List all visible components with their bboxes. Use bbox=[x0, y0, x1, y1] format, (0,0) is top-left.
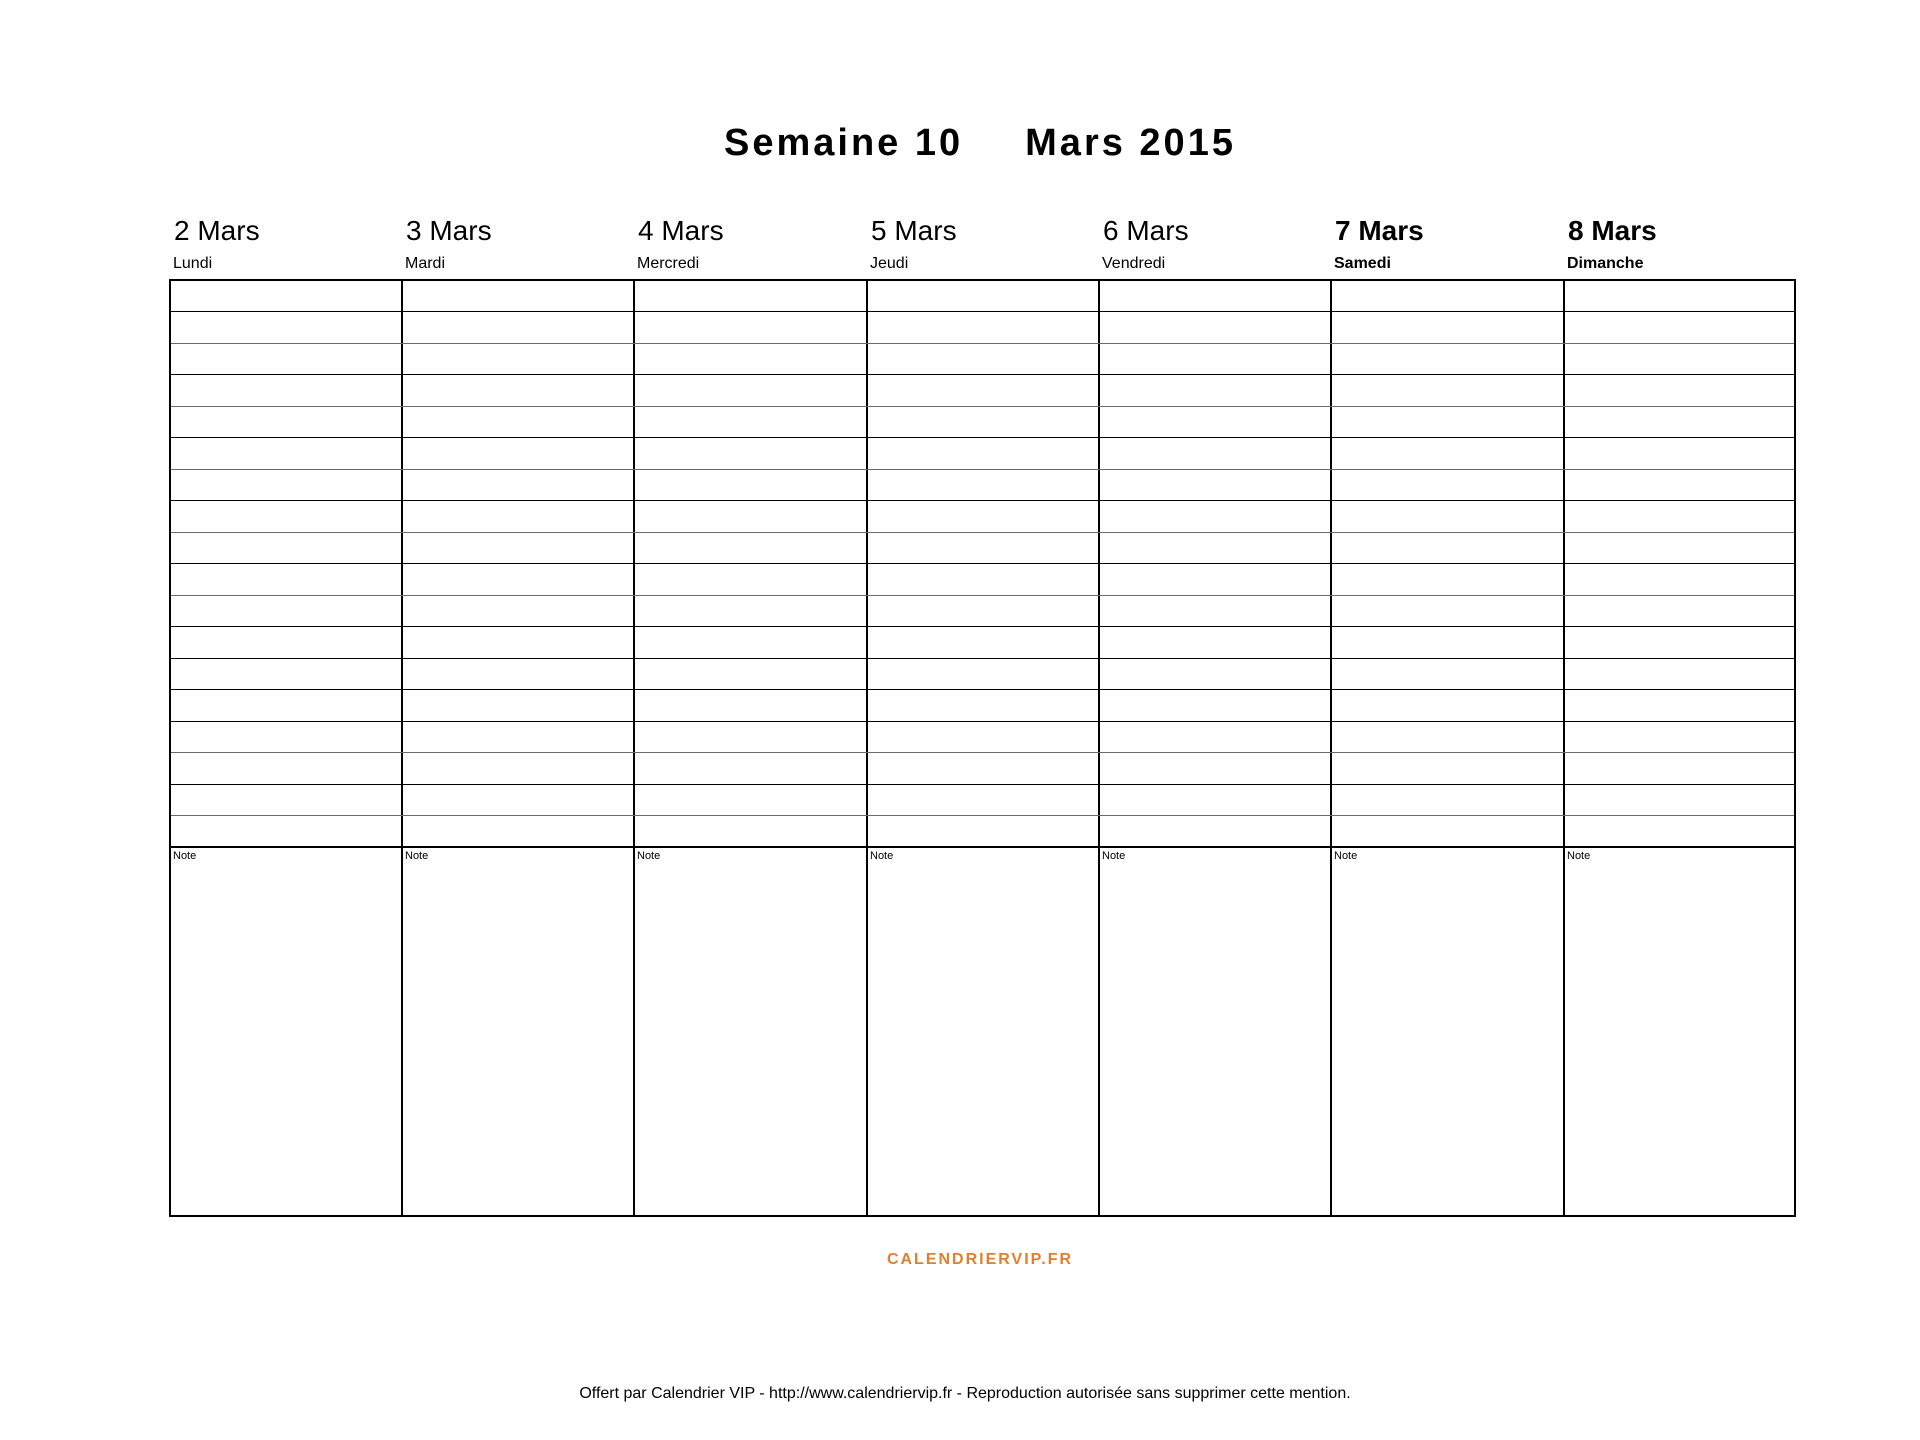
note-label: Note bbox=[1102, 850, 1126, 862]
row-line bbox=[171, 500, 1794, 501]
day-date: 5 Mars bbox=[871, 215, 957, 246]
row-line bbox=[171, 563, 1794, 564]
day-name: Samedi bbox=[1334, 255, 1391, 272]
day-header-mercredi bbox=[633, 214, 865, 274]
row-line bbox=[171, 406, 1794, 407]
day-date: 4 Mars bbox=[638, 215, 724, 246]
row-line bbox=[171, 752, 1794, 753]
row-line bbox=[171, 689, 1794, 690]
day-date: 2 Mars bbox=[174, 215, 260, 246]
row-line bbox=[171, 469, 1794, 470]
note-label: Note bbox=[173, 850, 197, 862]
day-name: Lundi bbox=[173, 255, 213, 272]
month-label: Mars 2015 bbox=[1025, 122, 1236, 164]
day-name: Vendredi bbox=[1102, 255, 1166, 272]
day-name: Mercredi bbox=[637, 255, 700, 272]
day-date: 6 Mars bbox=[1103, 215, 1189, 246]
day-name: Mardi bbox=[405, 255, 446, 272]
note-label: Note bbox=[1567, 850, 1591, 862]
day-header-lundi bbox=[169, 214, 401, 274]
column-divider bbox=[866, 281, 868, 1215]
day-header-mardi bbox=[401, 214, 633, 274]
column-divider bbox=[1098, 281, 1100, 1215]
day-header-vendredi bbox=[1098, 214, 1330, 274]
row-line bbox=[171, 311, 1794, 312]
row-line bbox=[171, 374, 1794, 375]
row-line bbox=[171, 626, 1794, 627]
footer-text: Offert par Calendrier VIP - http://www.calendriervip.fr - Reproduction autorisée sans supprimer cette mention. bbox=[579, 1385, 1351, 1402]
day-name: Dimanche bbox=[1567, 255, 1644, 272]
note-label: Note bbox=[405, 850, 429, 862]
row-line bbox=[171, 658, 1794, 659]
row-line bbox=[171, 532, 1794, 533]
column-divider bbox=[1563, 281, 1565, 1215]
note-label: Note bbox=[637, 850, 661, 862]
column-divider bbox=[1330, 281, 1332, 1215]
row-line bbox=[171, 815, 1794, 816]
day-header-samedi bbox=[1330, 214, 1562, 274]
row-line bbox=[171, 721, 1794, 722]
row-line bbox=[171, 437, 1794, 438]
day-date: 8 Mars bbox=[1568, 215, 1657, 246]
note-label: Note bbox=[1334, 850, 1358, 862]
column-divider bbox=[633, 281, 635, 1215]
day-header-dimanche bbox=[1563, 214, 1795, 274]
row-line bbox=[171, 784, 1794, 785]
day-date: 7 Mars bbox=[1335, 215, 1424, 246]
week-label: Semaine 10 bbox=[724, 122, 964, 164]
page-title bbox=[0, 122, 1920, 165]
brand-link[interactable]: CALENDRIERVIP.FR bbox=[886, 1251, 1074, 1268]
day-name: Jeudi bbox=[870, 255, 909, 272]
row-line bbox=[171, 343, 1794, 344]
notes-separator bbox=[171, 846, 1794, 848]
row-line bbox=[171, 595, 1794, 596]
week-grid bbox=[169, 279, 1796, 1217]
note-label: Note bbox=[870, 850, 894, 862]
day-date: 3 Mars bbox=[406, 215, 492, 246]
day-header-jeudi bbox=[866, 214, 1098, 274]
column-divider bbox=[401, 281, 403, 1215]
